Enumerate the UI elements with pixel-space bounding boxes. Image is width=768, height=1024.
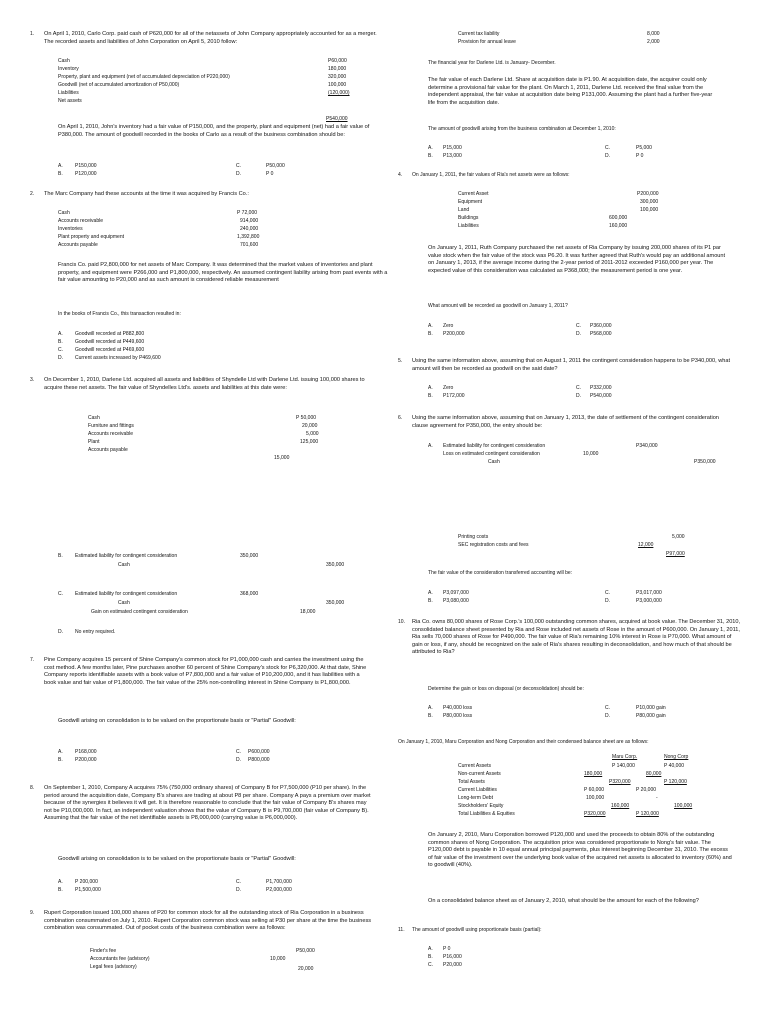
q4-item-currentasset: Current Asset	[458, 191, 489, 197]
q9-value-sec: 12,000	[638, 542, 654, 548]
q2-value-cash: P 72,000	[237, 210, 258, 216]
q6-choice-a-line1: Estimated liability for contingent consideration	[443, 443, 546, 449]
q4-choice-c: P360,000	[590, 323, 612, 329]
q1-choice-c-letter: C.	[236, 163, 242, 169]
q2-item-ap: Accounts payable	[58, 242, 98, 248]
q2-choice-b: Goodwill recorded at P449,600	[75, 339, 145, 345]
q4-text2: On January 1, 2011, Ruth Company purchased the net assets of Ria Company by issuing 200,000 shares of its P1 par value stock when the fair value of the stock was P6.20. It was further agreed that Ruth's would pay an additional amount on January 1, 2013, if the average income during the 2-year period of 2011-2012 exceeded P160,000 per year. The expected value of this consideration was calculated as P368,000; the measurement period is one year.	[428, 245, 726, 274]
q7-choice-a-letter: A.	[58, 749, 63, 755]
q4-item-equipment: Equipment	[458, 199, 483, 205]
q11-intro-text3: On a consolidated balance sheet as of January 2, 2010, what should be the amount for each of the following?	[428, 898, 699, 904]
q9-number: 9.	[30, 910, 35, 916]
q4-item-liabilities: Liabilities	[458, 223, 479, 229]
q2-choice-a-letter: A.	[58, 331, 63, 337]
q3-choice-c: P5,000	[636, 145, 652, 151]
q3-item-furniture: Furniture and fittings	[88, 423, 134, 429]
balance-row-current-assets: Current Assets	[458, 763, 492, 769]
q2-item-cash: Cash	[58, 210, 70, 216]
q1-value-liabilities: (120,000)	[328, 90, 350, 96]
q7-choice-c: P600,000	[248, 749, 270, 755]
q1-value-netassets: P540,000	[326, 116, 348, 122]
q6-choice-d: No entry required.	[75, 629, 116, 635]
q6-choice-c-line2: Cash	[118, 600, 130, 606]
q6-choice-a-line2: Loss on estimated contingent consideration	[443, 451, 540, 457]
balance-col-maru: Maru Corp.	[612, 754, 638, 760]
q11-intro-text: On January 1, 2010, Maru Corporation and Nong Corporation and their condensed balance sheet are as follows:	[398, 739, 649, 745]
q2-choice-d-letter: D.	[58, 355, 64, 361]
q3-text: On December 1, 2010, Darlene Ltd. acquired all assets and liabilities of Shyndelle Ltd with Darlene Ltd. issuing 100,000 shares to acquire these net assets. The fair value of Shyndelles Ltd's. assets and liabilities at this date were:	[44, 377, 365, 391]
q3-choice-d-letter: D.	[605, 153, 611, 159]
balance-row-total-assets: Total Assets	[458, 779, 485, 785]
q5-choice-c: P332,000	[590, 385, 612, 391]
q3-item-ap: Accounts payable	[88, 447, 128, 453]
q2-choice-c-letter: C.	[58, 347, 64, 353]
nong-long-term-debt: -	[656, 795, 658, 801]
q8-choice-c: P1,700,000	[266, 879, 292, 885]
q9-choice-a-letter: A.	[428, 590, 433, 596]
nong-total-assets: P 120,000	[664, 779, 687, 785]
q6-text: Using the same information above, assuming that on January 1, 2013, the date of settlement of the contingent consideration clause agreement for P350,000, the entry should be:	[412, 415, 719, 429]
maru-current-assets: P 140,000	[612, 763, 635, 769]
q3-value-ap: 15,000	[274, 455, 290, 461]
q1-item-cash: Cash	[58, 58, 70, 64]
q1-text2: On April 1, 2010, John's inventory had a fair value of P150,000, and the property, plant and equipment (net) had a fair value of P380,000. The amount of goodwill recorded in the books of Carlo as a result of the business combination should be:	[58, 124, 370, 138]
q9-item-sec: SEC registration costs and fees	[458, 542, 529, 548]
q6-choice-b-line2: Cash	[118, 562, 130, 568]
q6-choice-a-line3: Cash	[488, 459, 500, 465]
maru-current-liabilities: P 60,000	[584, 787, 605, 793]
q6-choice-a-line3-value: P350,000	[694, 459, 716, 465]
q2-value-ar: 914,000	[240, 218, 259, 224]
q9-value-total: P97,000	[666, 551, 685, 557]
q7-text: Pine Company acquires 15 percent of Shine Company's common stock for P1,000,000 cash and carries the investment using the cost method. A few months later, Pine purchases another 60 percent of Shine Company's stock for P6,320,000. At that date, Shine Company reports identifiable assets with a book value of P7,800,000 and a fair value of P10,200,000, and it has liabilities with a book value and fair value of P1,800,000. The fair value of the 25% non-controlling interest in Shine Company is P1,800,000.	[44, 657, 367, 686]
q10-choice-b-letter: B.	[428, 713, 433, 719]
q11-intro-text2: On January 2, 2010, Maru Corporation borrowed P120,000 and used the proceeds to obtain 80% of the outstanding common shares of Nong Corporation. The acquisition price was considered proportionate to Nong's fair value. The P120,000 debt is payable in 10 equal annual principal payments, plus interest beginning December 31, 2010. The excess of fair value of the investment over the underlying book value of the acquired net assets is allocated to inventory (60%) and to goodwill (40%).	[428, 832, 732, 869]
q9-choice-c: P3,017,000	[636, 590, 662, 596]
balance-row-equity: Stockholders' Equity	[458, 803, 504, 809]
q3-text2: The fair value of each Darlene Ltd. Share at acquisition date is P1.90. At acquisition date, the acquirer could only determine a provisional fair value for the plant. On March 1, 2011, Darlene Ltd. received the final value from the independent appraisal, the fair value at acquisition date being P131,000. Assuming the plant had a further five-year life from the acquisition date.	[428, 77, 713, 106]
balance-col-nong: Nong Corp	[664, 754, 689, 760]
q2-item-ar: Accounts receivable	[58, 218, 104, 224]
q7-choice-a: P168,000	[75, 749, 97, 755]
q3-item-ar: Accounts receivable	[88, 431, 134, 437]
q10-choice-a: P40,000 loss	[443, 705, 473, 711]
q4-choice-d-letter: D.	[576, 331, 582, 337]
q10-choice-c: P10,000 gain	[636, 705, 666, 711]
q2-number: 2.	[30, 191, 35, 197]
q11-choice-a-letter: A.	[428, 946, 433, 952]
balance-row-noncurrent-assets: Non-current Assets	[458, 771, 501, 777]
q3-item-plant: Plant	[88, 439, 100, 445]
q9-value-accountants: 10,000	[270, 956, 286, 962]
q4-choice-d: P568,000	[590, 331, 612, 337]
q5-choice-c-letter: C.	[576, 385, 582, 391]
q7-text2: Goodwill arising on consolidation is to be valued on the proportionate basis or "Partial" Goodwill:	[58, 718, 296, 724]
q9-item-printing: Printing costs	[458, 534, 489, 540]
q10-text: Ria Co. owns 80,000 shares of Rose Corp.'s 100,000 outstanding common shares, acquired at book value. The December 31, 2010, consolidated balance sheet presented by Ria and Rose included net assets of Rose in the amount of P600,000. On January 1, 2011, Ria sells 70,000 shares of Rose for P490,000. The fair value of Ria's remaining 10% interest in Rose is P70,000. What amount of gain or loss, if any, should be recognized on the sale of Ria's shares resulting in deconsolidation, and how much of that should be attributed to Ria?	[412, 619, 741, 656]
q2-choice-c: Goodwill recorded at P469,600	[75, 347, 145, 353]
q4-value-land: 100,000	[640, 207, 659, 213]
q1-item-liabilities: Liabilities	[58, 90, 79, 96]
q11-choice-a: P 0	[443, 946, 451, 952]
q5-choice-b: P172,000	[443, 393, 465, 399]
q1-value-ppe: 320,000	[328, 74, 347, 80]
q6-choice-b-line1: Estimated liability for contingent consideration	[75, 553, 178, 559]
q4-value-currentasset: P200,000	[637, 191, 659, 197]
q2-value-ap: 701,600	[240, 242, 259, 248]
q8-text: On September 1, 2010, Company A acquires 75% (750,000 ordinary shares) of Company B for P7,500,000 (P10 per share). In the period around the acquisition date, Company B's shares are trading at about P8 per share. Company A pays a premium over market because of the synergies it believes it will get. It is therefore reasonable to conclude that the fair value of Company B's shares may not be P10,000,000. In fact, an independent valuation shows that the value of Company B is P9,700,000 (fair value of Company B). Assuming that the fair value of the net identifiable assets is P8,000,000 (carrying value is P6,000,000).	[44, 785, 371, 822]
q11-choice-b: P16,000	[443, 954, 462, 960]
q1-value-goodwill: 100,000	[328, 82, 347, 88]
q3-fy-text: The financial year for Darlene Ltd. is January- December.	[428, 60, 556, 66]
q2-value-inv: 240,000	[240, 226, 259, 232]
balance-row-current-liabilities: Current Liabilities	[458, 787, 497, 793]
q10-choice-b: P80,000 loss	[443, 713, 473, 719]
q5-number: 5.	[398, 358, 403, 364]
q3-item-currenttax: Current tax liability	[458, 31, 500, 37]
q9-item-finder: Finder's fee	[90, 948, 117, 954]
q7-choice-d-letter: D.	[236, 757, 242, 763]
q3-choice-b-letter: B.	[428, 153, 433, 159]
q9-item-accountants: Accountants fee (advisory)	[90, 956, 150, 962]
q2-item-ppe: Plant property and equipment	[58, 234, 125, 240]
q6-choice-c-line3-value: 18,000	[300, 609, 316, 615]
q11-choice-b-letter: B.	[428, 954, 433, 960]
q4-number: 4.	[398, 172, 403, 178]
q9-value-printing: 5,000	[672, 534, 685, 540]
q10-choice-d-letter: D.	[605, 713, 611, 719]
q7-choice-c-letter: C.	[236, 749, 242, 755]
q3-value-cash: P 50,000	[296, 415, 317, 421]
q6-choice-c-line3: Gain on estimated contingent consideration	[91, 609, 188, 615]
q6-choice-a-letter: A.	[428, 443, 433, 449]
q5-choice-a: Zero	[443, 385, 454, 391]
q1-text: On April 1, 2010, Carlo Corp. paid cash of P620,000 for all of the netassets of John Company appropriately accounted for as a merger. The recorded assets and liabilities of John Corporation on April 5, 2010 follow:	[44, 31, 377, 45]
q9-text2: The fair value of the consideration transferred accounting will be:	[428, 570, 573, 576]
q2-choice-b-letter: B.	[58, 339, 63, 345]
q3-value-furniture: 20,000	[302, 423, 318, 429]
balance-row-long-term-debt: Long-term Debt	[458, 795, 493, 801]
q6-choice-b-line2-value: 350,000	[326, 562, 345, 568]
q3-choice-c-letter: C.	[605, 145, 611, 151]
q3-choice-a: P15,000	[443, 145, 462, 151]
q1-item-ppe: Property, plant and equipment (net of accumulated depreciation of P220,000)	[58, 74, 230, 80]
q4-value-buildings: 600,000	[609, 215, 628, 221]
q3-item-provision: Provision for annual leave	[458, 39, 516, 45]
q4-value-liabilities: 160,000	[609, 223, 628, 229]
q4-choice-a-letter: A.	[428, 323, 433, 329]
q1-number: 1.	[30, 31, 35, 37]
q8-choice-d: P2,000,000	[266, 887, 292, 893]
q11-number: 11.	[398, 927, 405, 933]
q3-value-ar: 5,000	[306, 431, 319, 437]
q9-choice-a: P3,097,000	[443, 590, 469, 596]
nong-current-assets: P 40,000	[664, 763, 685, 769]
q5-choice-d: P540,000	[590, 393, 612, 399]
q9-choice-c-letter: C.	[605, 590, 611, 596]
q6-choice-a-line2-value: 10,000	[583, 451, 599, 457]
q1-item-goodwill: Goodwill (net of accumulated amortization of P50,000)	[58, 82, 180, 88]
q6-choice-c-line2-value: 350,000	[326, 600, 345, 606]
q9-item-legal: Legal fees (advisory)	[90, 964, 137, 970]
q1-choice-d-letter: D.	[236, 171, 242, 177]
q3-choice-b: P13,000	[443, 153, 462, 159]
q6-choice-c-letter: C.	[58, 591, 64, 597]
q2-value-ppe: 1,392,800	[237, 234, 260, 240]
q6-number: 6.	[398, 415, 403, 421]
q3-choice-a-letter: A.	[428, 145, 433, 151]
q10-choice-a-letter: A.	[428, 705, 433, 711]
q8-choice-b: P1,500,000	[75, 887, 101, 893]
q4-item-buildings: Buildings	[458, 215, 479, 221]
q3-item-cash: Cash	[88, 415, 100, 421]
nong-equity: 100,000	[674, 803, 693, 809]
q3-text3: The amount of goodwill arising from the business combination at December 1, 2010:	[428, 126, 616, 132]
q9-text: Rupert Corporation issued 100,000 shares of P20 for common stock for all the outstanding stock of Ria Corporation in a business combination consummated on July 1, 2010. Rupert Corporation common stock was selling at P30 per share at the time the business combination was consummated. Out of pocket costs of the business combination were as follows:	[44, 910, 372, 932]
q4-choice-b: P200,000	[443, 331, 465, 337]
q4-item-land: Land	[458, 207, 470, 213]
q3-value-currenttax: 8,000	[647, 31, 660, 37]
q3-value-plant: 125,000	[300, 439, 319, 445]
q6-choice-b-line1-value: 350,000	[240, 553, 259, 559]
maru-noncurrent-assets: 180,000	[584, 771, 603, 777]
q7-number: 7.	[30, 657, 35, 663]
balance-row-total-liab-equity: Total Liabilities & Equities	[458, 811, 515, 817]
nong-current-liabilities: P 20,000	[636, 787, 657, 793]
q2-text3: In the books of Francis Co., this transaction resulted in:	[58, 311, 181, 317]
q9-choice-d-letter: D.	[605, 598, 611, 604]
q8-choice-d-letter: D.	[236, 887, 242, 893]
q1-choice-b-letter: B.	[58, 171, 63, 177]
maru-total-assets: P320,000	[609, 779, 631, 785]
q5-choice-d-letter: D.	[576, 393, 582, 399]
q4-choice-a: Zero	[443, 323, 454, 329]
q2-item-inv: Inventories	[58, 226, 83, 232]
q2-text: The Marc Company had these accounts at the time it was acquired by Francis Co.:	[44, 191, 249, 197]
q3-value-provision: 2,000	[647, 39, 660, 45]
q11-text: The amount of goodwill using proportionate basis (partial):	[412, 927, 542, 933]
maru-equity: 160,000	[611, 803, 630, 809]
q10-choice-c-letter: C.	[605, 705, 611, 711]
q8-choice-a: P 200,000	[75, 879, 98, 885]
q10-text2: Determine the gain or loss on disposal (or deconsolidation) should be:	[428, 686, 584, 692]
nong-noncurrent-assets: 80,000	[646, 771, 662, 777]
q9-value-legal: 20,000	[298, 966, 314, 972]
q8-choice-b-letter: B.	[58, 887, 63, 893]
q10-number: 10.	[398, 619, 406, 625]
q7-choice-d: P800,000	[248, 757, 270, 763]
q1-item-inventory: Inventory	[58, 66, 79, 72]
q1-value-cash: P60,000	[328, 58, 347, 64]
q1-choice-c: P50,000	[266, 163, 285, 169]
q6-choice-c-line1: Estimated liability for contingent consideration	[75, 591, 178, 597]
q2-choice-a: Goodwill recorded at P882,800	[75, 331, 145, 337]
q10-choice-d: P80,000 gain	[636, 713, 666, 719]
q11-choice-c-letter: C.	[428, 962, 434, 968]
q6-choice-a-line1-value: P340,000	[636, 443, 658, 449]
q5-choice-a-letter: A.	[428, 385, 433, 391]
q1-choice-a: P150,000	[75, 163, 97, 169]
q4-choice-c-letter: C.	[576, 323, 582, 329]
q3-choice-d: P 0	[636, 153, 644, 159]
q6-choice-c-line1-value: 368,000	[240, 591, 259, 597]
q9-value-finder: P50,000	[296, 948, 315, 954]
q5-text: Using the same information above, assuming that on August 1, 2011 the contingent consideration happens to be P340,000, what amount will then be recorded as goodwill on the said date?	[412, 358, 731, 372]
q2-text2: Francis Co. paid P2,800,000 for net assets of Marc Company. It was determined that the market values of inventories and plant property, and equipment were P266,000 and P1,800,000, respectively. An assumed contingent liability arising from past events with a fair value amounting to P20,000 and as such amount is considered reliable measurement	[58, 262, 388, 284]
q6-choice-d-letter: D.	[58, 629, 64, 635]
q4-text: On January 1, 2011, the fair values of Ria's net assets were as follows:	[412, 172, 570, 178]
q8-choice-a-letter: A.	[58, 879, 63, 885]
q8-text2: Goodwill arising on consolidation is to be valued on the proportionate basis or "Partial" Goodwill:	[58, 856, 296, 862]
q1-item-netassets: Net assets	[58, 98, 82, 104]
q7-choice-b-letter: B.	[58, 757, 63, 763]
maru-total-liab-equity: P320,000	[584, 811, 606, 817]
q11-choice-c: P20,000	[443, 962, 462, 968]
q4-choice-b-letter: B.	[428, 331, 433, 337]
maru-long-term-debt: 100,000	[586, 795, 605, 801]
q7-choice-b: P200,000	[75, 757, 97, 763]
q1-choice-a-letter: A.	[58, 163, 63, 169]
q8-number: 8.	[30, 785, 35, 791]
q1-choice-b: P120,000	[75, 171, 97, 177]
q6-choice-b-letter: B.	[58, 553, 63, 559]
q1-choice-d: P 0	[266, 171, 274, 177]
q1-value-inventory: 180,000	[328, 66, 347, 72]
q4-value-equipment: 300,000	[640, 199, 659, 205]
q9-choice-b-letter: B.	[428, 598, 433, 604]
q2-choice-d: Current assets increased by P469,600	[75, 355, 161, 361]
q9-choice-d: P3,000,000	[636, 598, 662, 604]
nong-total-liab-equity: P 120,000	[636, 811, 659, 817]
q3-number: 3.	[30, 377, 35, 383]
q5-choice-b-letter: B.	[428, 393, 433, 399]
q9-choice-b: P3,080,000	[443, 598, 469, 604]
q8-choice-c-letter: C.	[236, 879, 242, 885]
q4-text3: What amount will be recorded as goodwill on January 1, 2011?	[428, 303, 568, 309]
